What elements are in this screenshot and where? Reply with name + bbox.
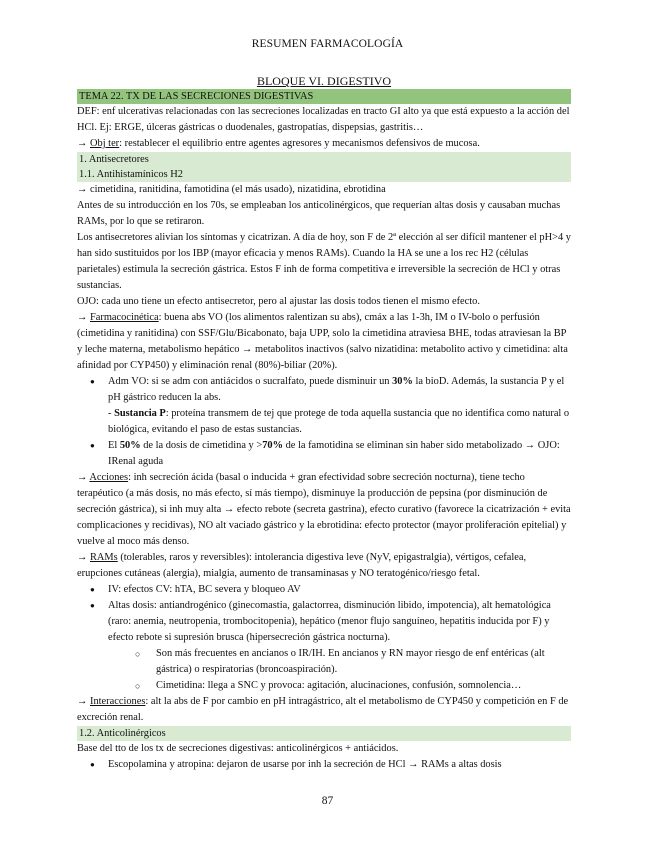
arrow-text: →: [77, 472, 90, 483]
list-item: ● IV: efectos CV: hTA, BC severa y bloqueo AV: [77, 582, 571, 598]
text-run: Adm VO: si se adm con antiácidos o sucralfato, puede disminuir un: [108, 376, 393, 387]
text-run: la bioD. Además, la sustancia P y el pH gástrico reducen la abs.: [108, 376, 565, 403]
arrow-text: →: [77, 696, 90, 707]
page-number: 87: [321, 795, 334, 807]
note-paragraph: OJO: cada uno tiene un efecto antisecretor, pero al ajustar las dosis todos tienen el mismo efecto.: [77, 296, 480, 307]
page-content: [77, 74, 571, 773]
section-heading-1-1: 1.1. Antihistamínicos H2: [77, 167, 571, 182]
objective-text: : restablecer el equilibrio entre agentes agresores y mecanismos defensivos de mucosa.: [119, 138, 480, 149]
interactions-label: Interacciones: [90, 696, 146, 707]
section-heading-1: 1. Antisecretores: [77, 152, 571, 167]
text-run: : proteína transmem de tej que protege de toda aquella sustancia que no identifica como natural o biológica, evitando el paso de estas sustancias.: [108, 408, 570, 435]
objective-label: Obj ter: [90, 138, 120, 149]
arrow-text: →: [77, 138, 90, 149]
text-run: de la dosis de cimetidina y >: [140, 440, 263, 451]
actions-text: : inh secreción ácida (basal o inducida + gran efectividad sobre secreción nocturna), tiene techo terapéutico (a más dosis, no más efecto, sí más tiempo), disminuye la producción de pepsina (por disminución de secreción gástrica), si inh muy alta → efecto rebote (secreta gastrina), efecto curativo (favorece la cicatrización + evita complicaciones y recidivas), NO alt vaciado gástrico y la ebrotidina: efecto protector (mayor proliferación epitelial) y vuelve al moco más denso.: [77, 472, 571, 547]
pharmacokinetics-paragraph: [77, 310, 571, 374]
arrow-text: →: [77, 312, 90, 323]
bold-run: 30%: [392, 376, 413, 387]
rams-label: RAMs: [90, 552, 118, 563]
history-paragraph: Antes de su introducción en los 70s, se empleaban los anticolinérgicos, que requerían altas dosis y causaban muchas RAMs, por lo que se retiraron.: [77, 200, 561, 227]
mechanism-paragraph: Los antisecretores alivian los síntomas y cicatrizan. A día de hoy, son F de 2ª elección al ser difícil mantener el pH>4 y han sido sustituidos por los IBP (mayor eficacia y menos RAMs). Cuando la HA se une a los rec H2 (células parietales) estimula la secreción gástrica. Estos F inh de forma competitiva e irreversible la secreción de HCl y otras sustancias.: [77, 232, 571, 291]
block-title: BLOQUE VI. DIGESTIVO: [256, 74, 392, 88]
interactions-paragraph: [77, 694, 571, 726]
text-run: El: [108, 440, 120, 451]
page-header: RESUMEN FARMACOLOGÍA: [251, 38, 404, 50]
text-run: de la famotidina se eliminan sin haber sido metabolizado → OJO: IRenal aguda: [108, 440, 560, 467]
definition-paragraph: DEF: enf ulcerativas relacionadas con las secreciones localizadas en tracto GI alto ya que está expuesto a la acción del HCl. Ej: ERGE, úlceras gástricas o duodenales, gastropatías, dispepsias, gastritis…: [77, 106, 570, 133]
bold-run: 70%: [262, 440, 283, 451]
section-heading-1-2: 1.2. Anticolinérgicos: [77, 726, 571, 741]
interactions-text: : alt la abs de F por cambio en pH intragástrico, alt el metabolismo de CYP450 y competición en F de excreción renal.: [77, 696, 569, 723]
nested-list-item: ○ Son más frecuentes en ancianos o IR/IH. En ancianos y RN mayor riesgo de enf entéricas (alt gástrica) o respiratorias (broncoaspiración).: [77, 646, 571, 678]
list-item: [77, 438, 571, 470]
pharmacokinetics-list: [77, 374, 571, 470]
drug-list: → cimetidina, ranitidina, famotidina (el más usado), nizatidina, ebrotidina: [77, 184, 386, 195]
rams-list: [77, 582, 571, 694]
anticholinergic-paragraph: Base del tto de los tx de secreciones digestivas: anticolinérgicos + antiácidos.: [77, 743, 399, 754]
topic-title: TEMA 22. TX DE LAS SECRECIONES DIGESTIVAS: [77, 89, 571, 104]
bold-run: Sustancia P: [114, 408, 166, 419]
pharmacokinetics-text: : buena abs VO (los alimentos ralentizan su abs), cmáx a las 1-3h, IM o IV-bolo o perfusión (cimetidina y ranitidina) con SSF/Glu/Bicabonato, baja UPP, solo la cimetidina atraviesa BHE, todas atraviesan la BP y leche materna, metabolismo hepático → metabolitos inactivos (salvo nizatidina: metabolito activo y cimetidina: alta afinidad por CYP450) y eliminación renal (80%)-biliar (20%).: [77, 312, 568, 371]
dash-text: -: [108, 408, 115, 419]
actions-paragraph: [77, 470, 571, 550]
actions-label: Acciones: [89, 472, 129, 483]
anticholinergic-list: [77, 757, 571, 773]
list-item: ● Altas dosis: antiandrogénico (ginecomastia, galactorrea, disminución libido, impotencia), alt hematológica (raro: anemia, neutropenia, trombocitopenia), hepático (menor flujo sanguíneo, hepatitis inducida por F) y efecto rebote si supresión brusca (hipersecreción gástrica nocturna).: [77, 598, 571, 646]
arrow-text: →: [77, 552, 90, 563]
list-item: [77, 374, 571, 406]
list-item: ● Escopolamina y atropina: dejaron de usarse por inh la secreción de HCl → RAMs a altas dosis: [77, 757, 571, 773]
rams-paragraph: [77, 550, 571, 582]
rams-text: (tolerables, raros y reversibles): intolerancia digestiva leve (NyV, epigastralgia), vértigos, cefalea, erupciones cutáneas (alergia), mialgia, aumento de transaminasas y NO teratogénico/riesgo fetal.: [77, 552, 527, 579]
bold-run: 50%: [119, 440, 141, 451]
pharmacokinetics-label: Farmacocinética: [90, 312, 159, 323]
sub-note: [77, 406, 571, 438]
nested-list-item: ○ Cimetidina: llega a SNC y provoca: agitación, alucinaciones, confusión, somnolencia…: [77, 678, 571, 694]
objective-paragraph: [77, 136, 571, 152]
